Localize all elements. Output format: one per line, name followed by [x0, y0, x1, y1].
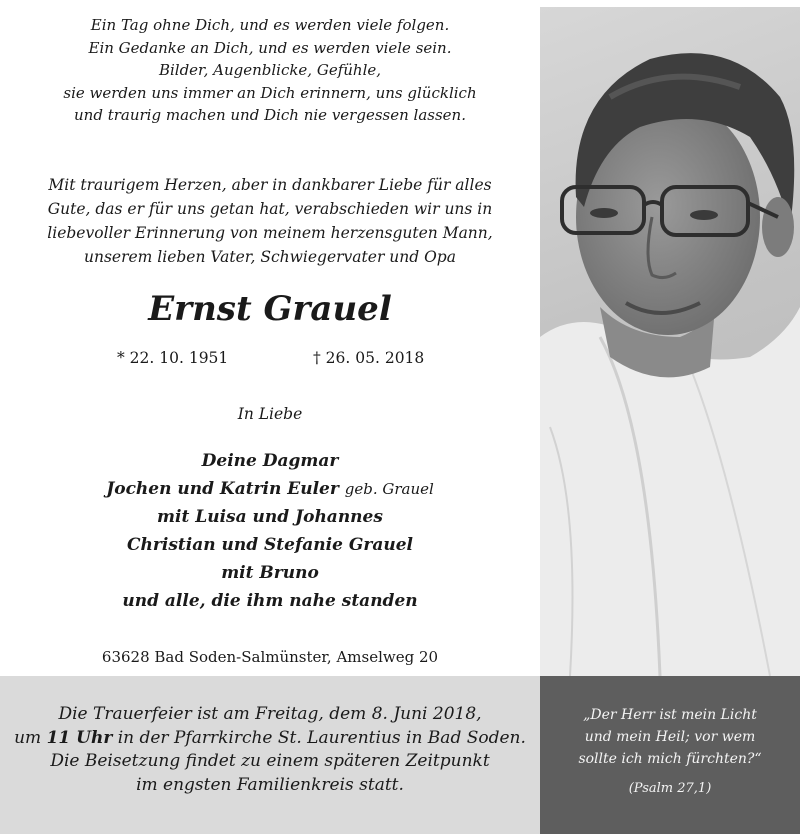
service-line: Die Beisetzung findet zu einem späteren Zeitpunkt: [50, 751, 490, 771]
family-line: Deine Dagmar: [201, 451, 339, 471]
portrait-illustration: [540, 7, 800, 676]
family-address: 63628 Bad Soden-Salmünster, Amselweg 20: [101, 648, 439, 666]
psalm-quote-box: [540, 676, 800, 834]
family-line: mit Luisa und Johannes: [157, 507, 383, 527]
psalm-quote: [548, 704, 792, 770]
family-line: mit Bruno: [221, 563, 319, 583]
family-line: und alle, die ihm nahe standen: [122, 591, 418, 611]
poem-line: Ein Tag ohne Dich, und es werden viele folgen.: [90, 16, 450, 34]
service-info-box: [0, 676, 540, 834]
family-list: [20, 447, 520, 615]
quote-line: und mein Heil; vor wem: [584, 729, 756, 745]
portrait-photo: [540, 7, 800, 676]
service-line: Die Trauerfeier ist am Freitag, dem 8. Juni 2018,: [58, 704, 482, 724]
maiden-name-note: geb. Grauel: [344, 480, 434, 498]
service-line: im engsten Familienkreis statt.: [136, 774, 404, 795]
death-date: † 26. 05. 2018: [313, 349, 425, 367]
birth-date: * 22. 10. 1951: [117, 349, 229, 367]
intro-line: unserem lieben Vater, Schwiegervater und Opa: [84, 248, 456, 266]
service-time: 11 Uhr: [46, 727, 113, 748]
service-line2-prefix: um: [14, 727, 47, 748]
intro-line: liebevoller Erinnerung von meinem herzensguten Mann,: [47, 224, 493, 242]
poem-line: Ein Gedanke an Dich, und es werden viele sein.: [88, 38, 452, 57]
service-line: [10, 727, 530, 751]
family-line: [20, 475, 520, 503]
poem-line: Bilder, Augenblicke, Gefühle,: [158, 61, 382, 79]
family-names: Jochen und Katrin Euler: [106, 479, 339, 499]
in-liebe-label: In Liebe: [237, 405, 303, 423]
psalm-reference: (Psalm 27,1): [628, 781, 712, 796]
intro-text: [20, 173, 520, 269]
poem: [20, 14, 520, 127]
intro-line: Gute, das er für uns getan hat, verabschieden wir uns in: [47, 200, 493, 218]
poem-line: sie werden uns immer an Dich erinnern, uns glücklich: [63, 83, 477, 102]
service-info: [10, 703, 530, 797]
family-line: Christian und Stefanie Grauel: [127, 535, 413, 555]
intro-line: Mit traurigem Herzen, aber in dankbarer Liebe für alles: [48, 176, 492, 194]
service-line2-suffix: in der Pfarrkirche St. Laurentius in Bad Soden.: [112, 727, 526, 748]
poem-line: und traurig machen und Dich nie vergessen lassen.: [74, 106, 466, 124]
quote-line: sollte ich mich fürchten?“: [578, 751, 762, 767]
deceased-name: Ernst Grauel: [148, 289, 392, 329]
quote-line: „Der Herr ist mein Licht: [583, 707, 757, 723]
